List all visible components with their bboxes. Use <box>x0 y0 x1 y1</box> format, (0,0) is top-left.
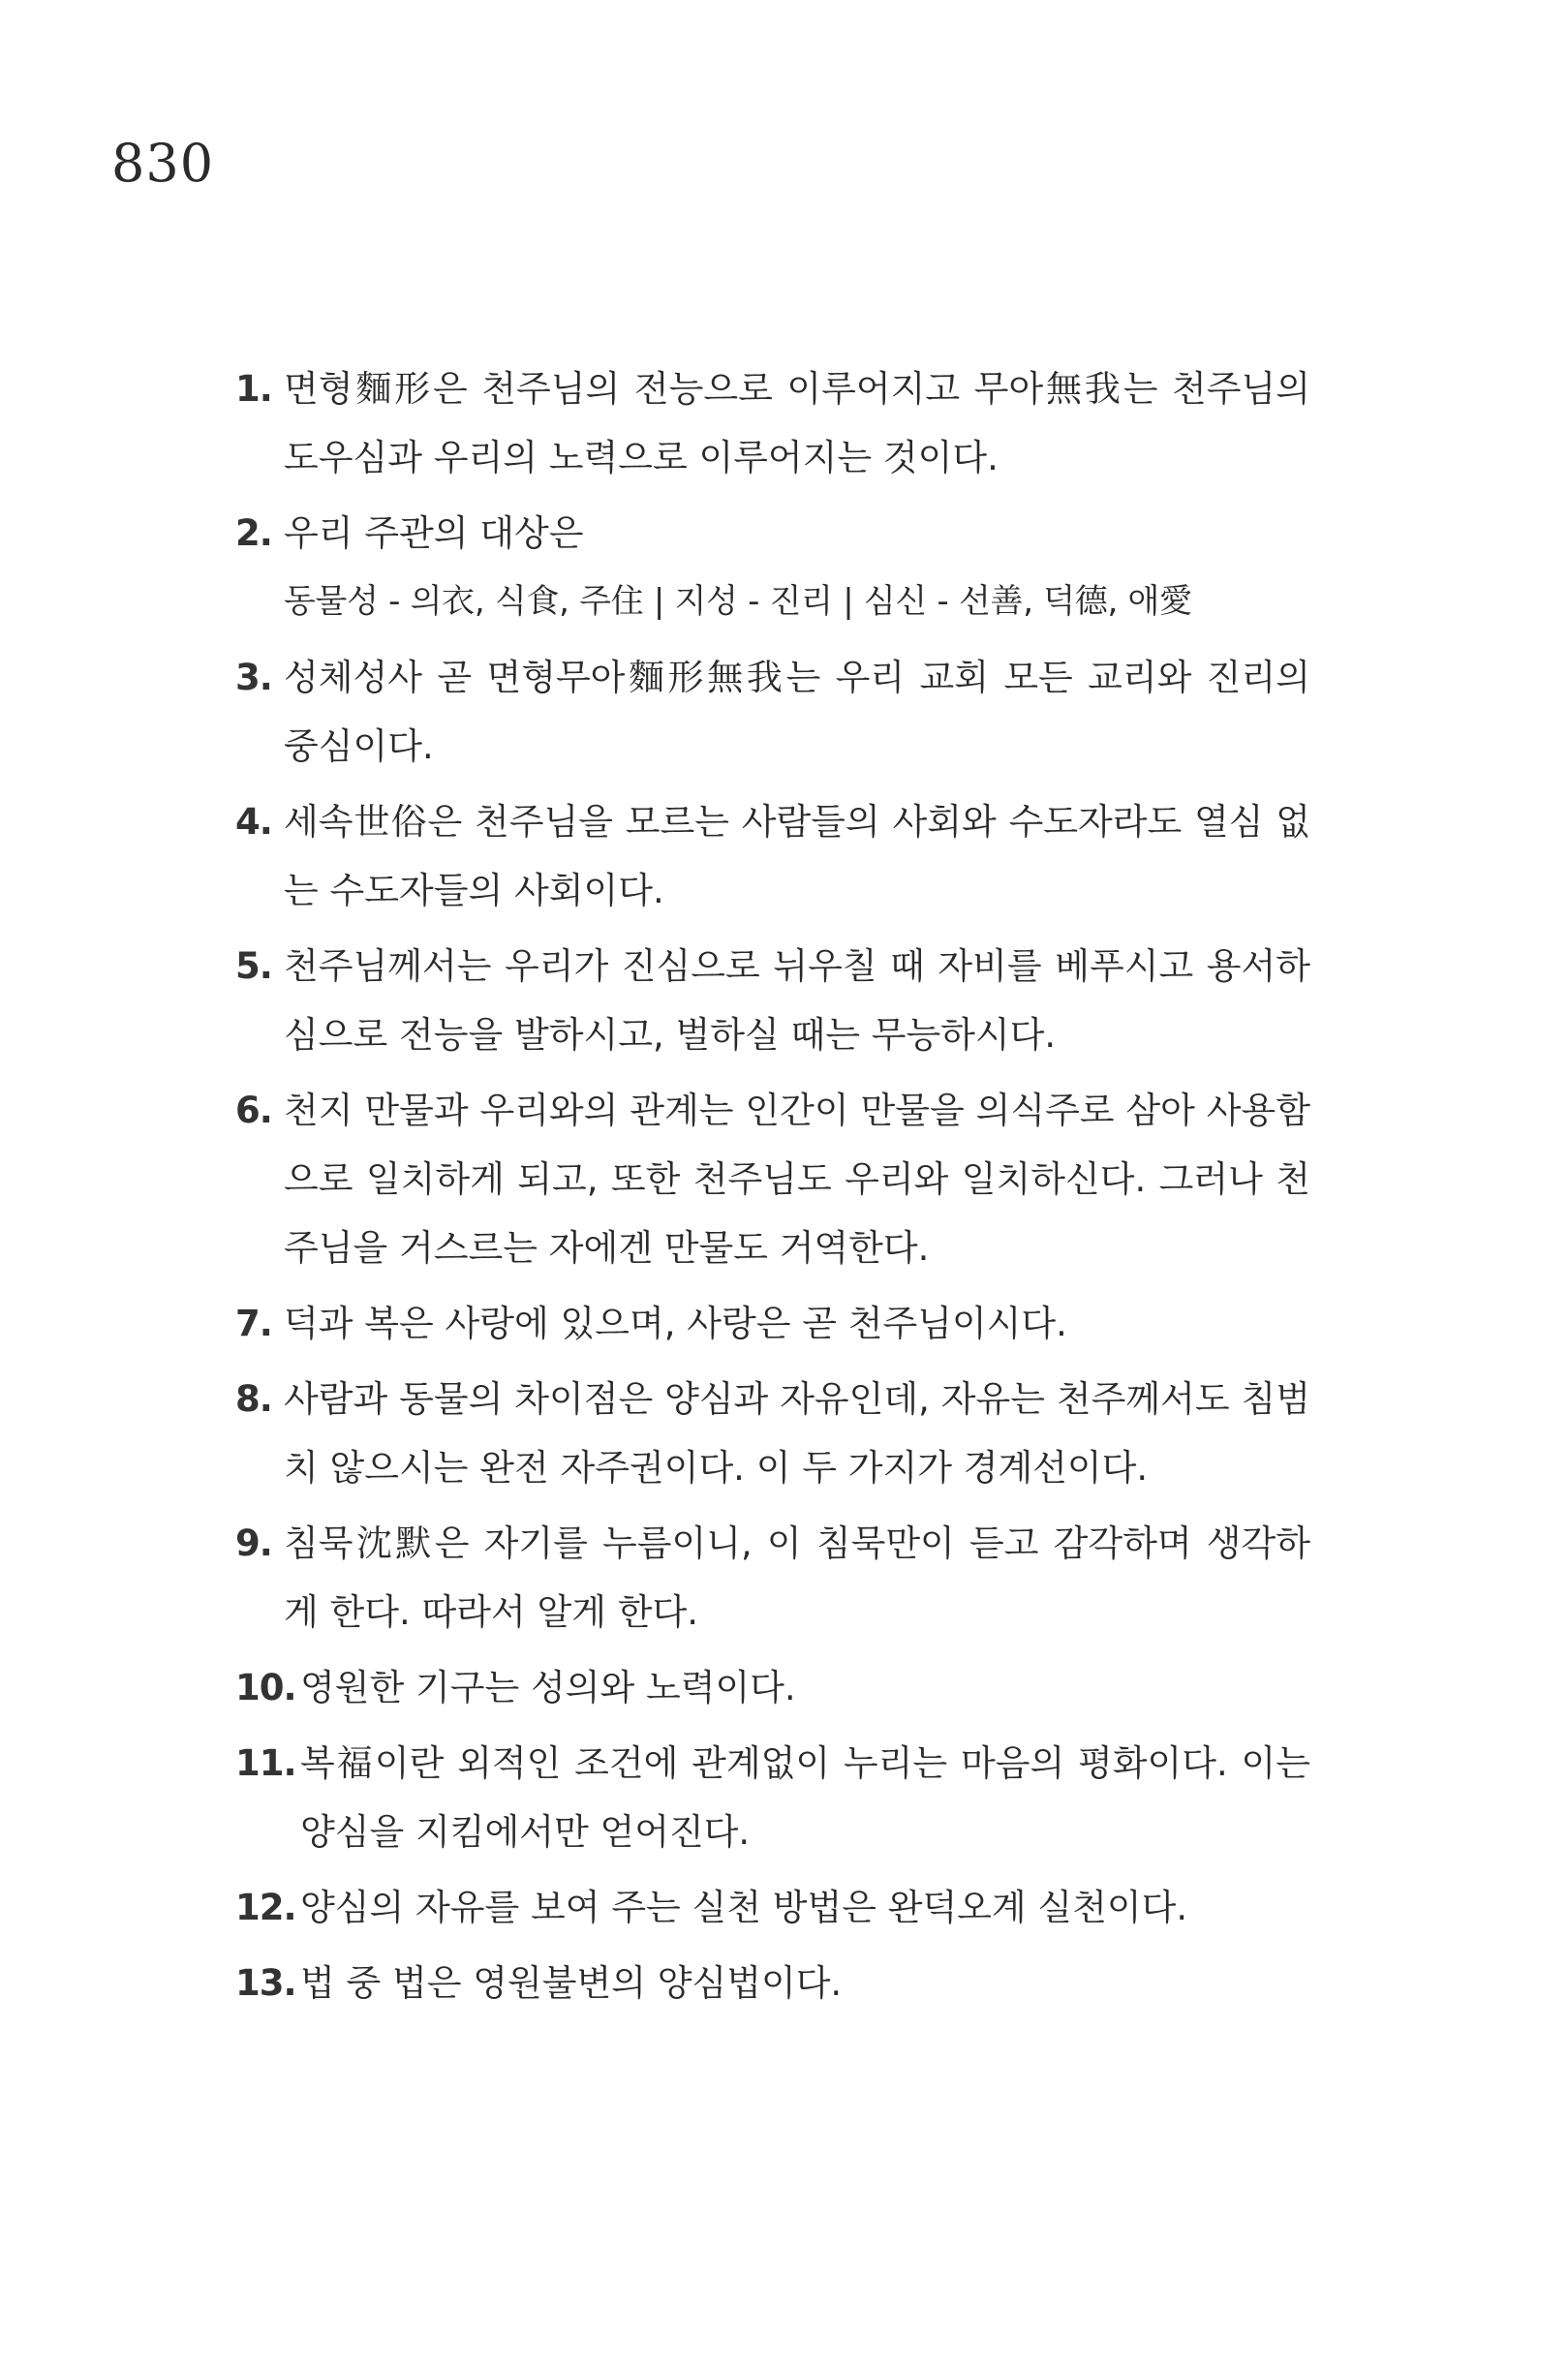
item-text-continued: 동물성 - 의衣, 식食, 주住 | 지성 - 진리 | 심신 - 선善, 덕德, 애愛 <box>284 582 1192 621</box>
list-item <box>235 1949 1310 2017</box>
item-number: 7. <box>235 1303 272 1344</box>
list-item <box>235 1873 1310 1942</box>
list-item <box>235 354 1310 492</box>
item-text: 복福이란 외적인 조건에 관계없이 누리는 마음의 평화이다. 이는 양심을 지킴에서만 얻어진다. <box>300 1742 1310 1853</box>
item-text: 양심의 자유를 보여 주는 실천 방법은 완덕오계 실천이다. <box>300 1887 1188 1928</box>
item-number: 10. <box>235 1667 296 1708</box>
item-text: 우리 주관의 대상은 <box>284 512 584 554</box>
item-number: 5. <box>235 945 272 987</box>
item-number: 9. <box>235 1522 272 1564</box>
list-item <box>235 932 1310 1069</box>
list-item <box>235 1509 1310 1646</box>
list-item <box>235 1076 1310 1282</box>
list-item <box>235 643 1310 781</box>
list-item <box>235 499 1310 636</box>
list-item <box>235 1729 1310 1866</box>
item-text: 덕과 복은 사랑에 있으며, 사랑은 곧 천주님이시다. <box>284 1303 1067 1344</box>
item-text: 세속世俗은 천주님을 모르는 사람들의 사회와 수도자라도 열심 없는 수도자들의 사회이다. <box>284 801 1310 911</box>
page-number: 830 <box>111 133 215 194</box>
item-text: 성체성사 곧 면형무아麵形無我는 우리 교회 모든 교리와 진리의 중심이다. <box>284 657 1310 767</box>
item-number: 11. <box>235 1742 296 1784</box>
item-number: 12. <box>235 1887 296 1928</box>
list-item <box>235 1653 1310 1722</box>
item-text: 침묵沈默은 자기를 누름이니, 이 침묵만이 듣고 감각하며 생각하게 한다. 따라서 알게 한다. <box>284 1522 1310 1633</box>
item-number: 13. <box>235 1962 296 2004</box>
item-number: 8. <box>235 1378 272 1420</box>
item-number: 3. <box>235 657 272 698</box>
item-text: 천주님께서는 우리가 진심으로 뉘우칠 때 자비를 베푸시고 용서하심으로 전능을 발하시고, 벌하실 때는 무능하시다. <box>284 945 1310 1056</box>
list-item <box>235 787 1310 925</box>
item-text: 면형麵形은 천주님의 전능으로 이루어지고 무아無我는 천주님의 도우심과 우리의 노력으로 이루어지는 것이다. <box>284 368 1310 478</box>
list-item <box>235 1365 1310 1502</box>
item-number: 6. <box>235 1090 272 1131</box>
item-text: 영원한 기구는 성의와 노력이다. <box>300 1667 796 1708</box>
maxim-list <box>235 354 1310 2024</box>
item-number: 2. <box>235 512 272 554</box>
item-text: 천지 만물과 우리와의 관계는 인간이 만물을 의식주로 삼아 사용함으로 일치하게 되고, 또한 천주님도 우리와 일치하신다. 그러나 천주님을 거스르는 자에겐 만물도 거역한다. <box>284 1090 1310 1269</box>
item-text: 법 중 법은 영원불변의 양심법이다. <box>300 1962 843 2004</box>
item-text: 사람과 동물의 차이점은 양심과 자유인데, 자유는 천주께서도 침범치 않으시는 완전 자주권이다. 이 두 가지가 경계선이다. <box>284 1378 1310 1489</box>
list-item <box>235 1289 1310 1358</box>
item-number: 1. <box>235 368 272 410</box>
item-number: 4. <box>235 801 272 843</box>
